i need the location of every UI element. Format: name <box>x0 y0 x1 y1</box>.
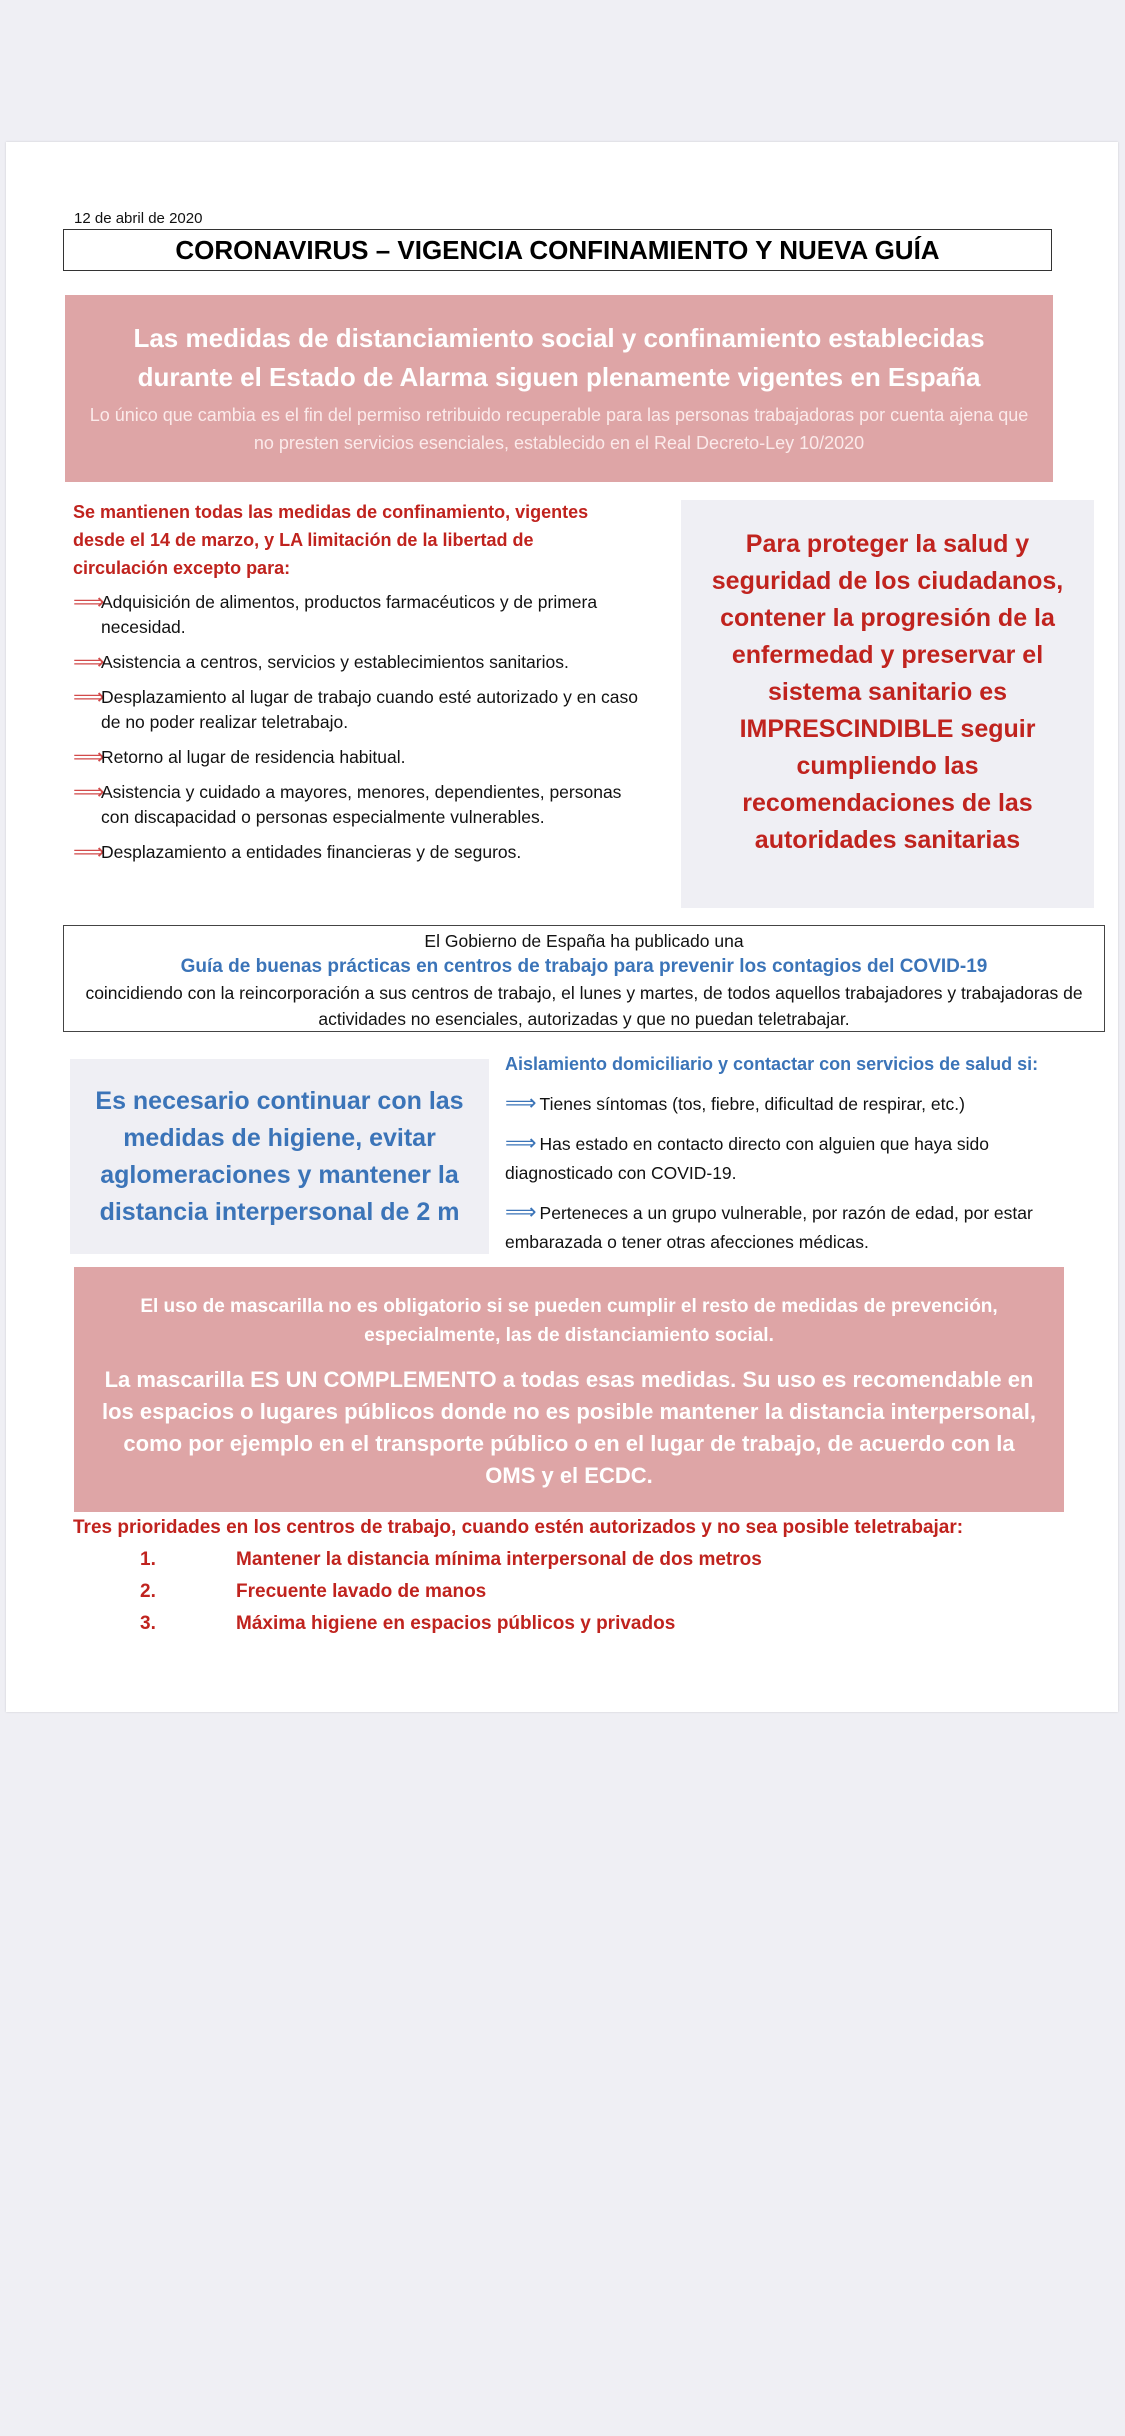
list-item-text: Desplazamiento a entidades financieras y de seguros. <box>101 842 522 862</box>
arrow-right-icon: ⟹ <box>73 649 105 674</box>
list-item-number: 1. <box>140 1549 156 1570</box>
confinement-lead: Se mantienen todas las medidas de confinamiento, vigentes desde el 14 de marzo, y LA limitación de la libertad de circulación excepto para: <box>73 502 589 578</box>
list-item-text: Frecuente lavado de manos <box>236 1581 487 1602</box>
arrow-right-icon: ⟹ <box>73 684 105 709</box>
arrow-right-icon: ⟹ <box>73 839 105 864</box>
list-item <box>73 1576 1073 1608</box>
arrow-right-icon: ⟹ <box>73 779 105 804</box>
list-item <box>73 1544 1073 1576</box>
mask-banner <box>74 1267 1064 1512</box>
list-item-text: Retorno al lugar de residencia habitual. <box>101 747 406 767</box>
banner-headline: Las medidas de distanciamiento social y confinamiento establecidas durante el Estado de Alarma siguen plenamente vigentes en España <box>133 323 985 392</box>
isolation-section <box>505 1050 1065 1266</box>
list-item <box>73 650 653 675</box>
list-item <box>73 685 653 735</box>
list-item <box>73 780 653 830</box>
arrow-right-icon: ⟹ <box>505 1199 537 1224</box>
document-page <box>6 142 1118 1712</box>
list-item-text: Adquisición de alimentos, productos farmacéuticos y de primera necesidad. <box>101 592 598 637</box>
guide-announcement <box>63 925 1105 1032</box>
guide-line-detail: coincidiendo con la reincorporación a sus centros de trabajo, el lunes y martes, de todos aquellos trabajadores y trabajadoras de actividades no esenciales, autorizadas y que no puedan teletrabajar. <box>85 983 1083 1029</box>
list-item <box>73 1608 1073 1640</box>
protect-health-callout: Para proteger la salud y seguridad de los ciudadanos, contener la progresión de la enfermedad y preservar el sistema sanitario es IMPRESCINDIBLE seguir cumpliendo las recomendaciones de las autoridades sanitarias <box>681 500 1094 908</box>
guide-line-intro: El Gobierno de España ha publicado una <box>424 931 744 951</box>
isolation-heading: Aislamiento domiciliario y contactar con servicios de salud si: <box>505 1054 1039 1074</box>
guide-title: Guía de buenas prácticas en centros de trabajo para prevenir los contagios del COVID-19 <box>180 956 988 977</box>
arrow-right-icon: ⟹ <box>505 1130 537 1155</box>
list-item-text: Asistencia a centros, servicios y establecimientos sanitarios. <box>101 652 569 672</box>
hygiene-callout: Es necesario continuar con las medidas de higiene, evitar aglomeraciones y mantener la distancia interpersonal de 2 m <box>70 1059 489 1254</box>
list-item-text: Desplazamiento al lugar de trabajo cuando esté autorizado y en caso de no poder realizar teletrabajo. <box>101 687 639 732</box>
alarm-state-banner <box>65 295 1053 482</box>
list-item <box>505 1128 1065 1188</box>
arrow-right-icon: ⟹ <box>505 1090 537 1115</box>
confinement-exceptions-list <box>73 590 653 875</box>
list-item <box>73 745 653 770</box>
list-item <box>505 1197 1065 1257</box>
list-item-text: Perteneces a un grupo vulnerable, por razón de edad, por estar embarazada o tener otras afecciones médicas. <box>505 1203 1033 1252</box>
list-item <box>73 840 653 865</box>
workplace-priorities <box>73 1512 1073 1640</box>
list-item-text: Mantener la distancia mínima interpersonal de dos metros <box>236 1549 762 1570</box>
priorities-heading: Tres prioridades en los centros de trabajo, cuando estén autorizados y no sea posible teletrabajar: <box>73 1517 964 1538</box>
arrow-right-icon: ⟹ <box>73 589 105 614</box>
list-item-number: 3. <box>140 1613 156 1634</box>
mask-recommendation: La mascarilla ES UN COMPLEMENTO a todas esas medidas. Su uso es recomendable en los espacios o lugares públicos donde no es posible mantener la distancia interpersonal, como por ejemplo en el transporte público o en el lugar de trabajo, de acuerdo con la OMS y el ECDC. <box>101 1367 1037 1488</box>
banner-subtext: Lo único que cambia es el fin del permiso retribuido recuperable para las personas trabajadoras por cuenta ajena que no presten servicios esenciales, establecido en el Real Decreto-Ley 10/2020 <box>89 405 1029 453</box>
mask-note: El uso de mascarilla no es obligatorio si se pueden cumplir el resto de medidas de prevención, especialmente, las de distanciamiento social. <box>140 1296 998 1346</box>
document-title: CORONAVIRUS – VIGENCIA CONFINAMIENTO Y NUEVA GUÍA <box>63 229 1052 271</box>
document-date: 12 de abril de 2020 <box>74 210 203 227</box>
list-item <box>73 590 653 640</box>
list-item-number: 2. <box>140 1581 156 1602</box>
list-item-text: Asistencia y cuidado a mayores, menores, dependientes, personas con discapacidad o personas especialmente vulnerables. <box>101 782 622 827</box>
list-item <box>505 1088 1065 1119</box>
arrow-right-icon: ⟹ <box>73 744 105 769</box>
list-item-text: Has estado en contacto directo con alguien que haya sido diagnosticado con COVID-19. <box>505 1134 990 1183</box>
list-item-text: Tienes síntomas (tos, fiebre, dificultad de respirar, etc.) <box>539 1094 965 1114</box>
list-item-text: Máxima higiene en espacios públicos y privados <box>236 1613 676 1634</box>
